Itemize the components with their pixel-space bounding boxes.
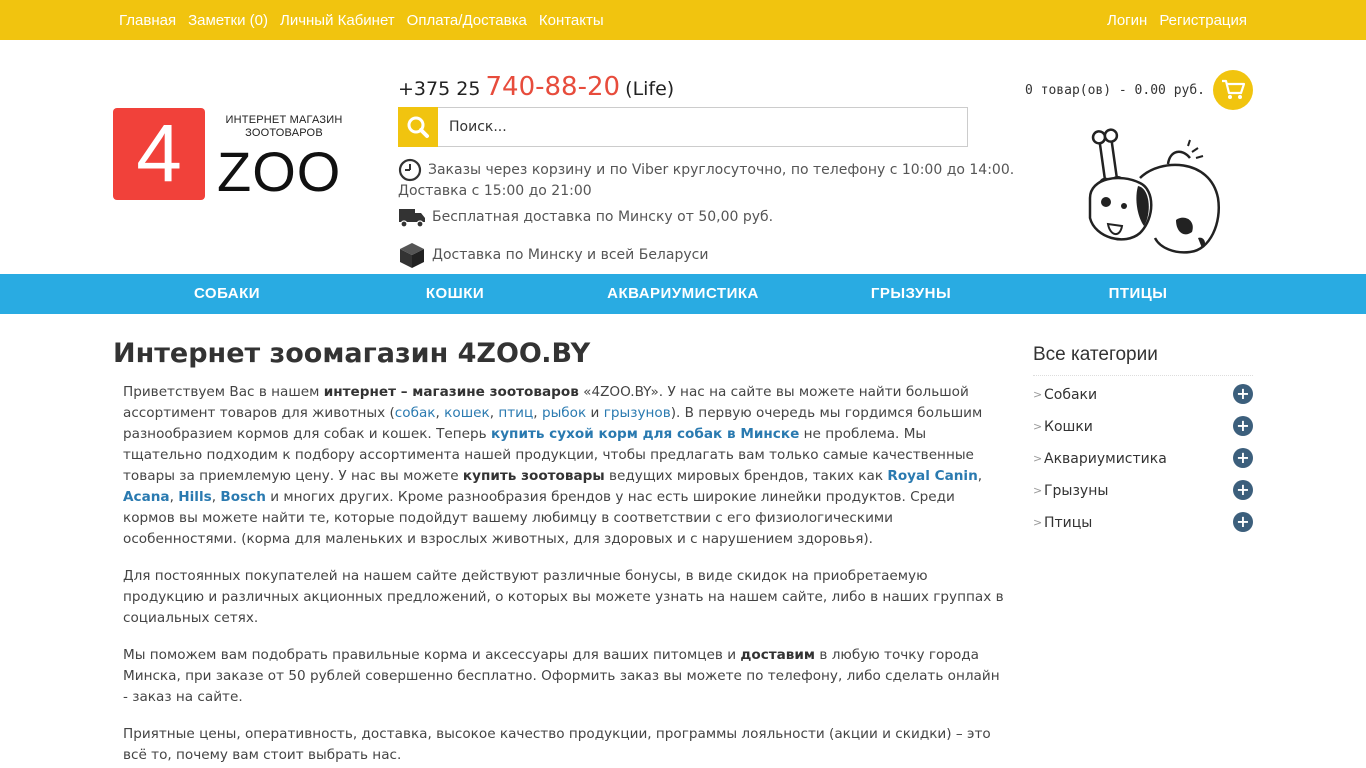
phone-operator: (Life): [625, 78, 675, 100]
cart[interactable]: [1025, 70, 1253, 110]
sidebar-item-label[interactable]: Птицы: [1044, 515, 1093, 531]
box-icon: [398, 241, 426, 269]
bold-text: доставим: [740, 647, 816, 663]
category-cats-link[interactable]: КОШКИ: [425, 285, 485, 302]
main-content: [123, 382, 1008, 768]
link-text: Acana: [123, 489, 170, 505]
text: не проблема. Мы тщательно подходим к подбору ассортимента нашей продукции, чтобы предлагать вам только самые качественные товары за приемлемую цену. У нас вы можете: [123, 426, 974, 484]
sidebar-item-label[interactable]: Кошки: [1044, 419, 1093, 435]
top-bar: [0, 0, 1366, 40]
chevron-right-icon: >: [1033, 420, 1043, 433]
delivery-paragraph: [123, 645, 1008, 708]
sidebar-item-label[interactable]: Собаки: [1044, 387, 1098, 403]
sidebar-item-aquarium[interactable]: [1033, 444, 1253, 476]
text: и многих других. Кроме разнообразия брендов у нас есть широкие линейки продуктов. Среди кормов вы можете найти те, которые подойдут вашему любимцу в соответствии с его физиологическими особенностями. (корма для маленьких и взрослых животных, для здоровых и с нарушением здоровья).: [123, 489, 955, 547]
sidebar-item-rodents[interactable]: [1033, 476, 1253, 508]
bold-text: интернет – магазине зоотоваров: [323, 384, 579, 400]
truck-icon: [398, 205, 426, 229]
bold-text: купить зоотовары: [462, 468, 605, 484]
free-delivery-text: Бесплатная доставка по Минску от 50,00 руб.: [432, 209, 774, 225]
bosch-link[interactable]: [220, 489, 266, 505]
site-logo[interactable]: [113, 108, 345, 203]
sidebar-item-label[interactable]: Аквариумистика: [1044, 451, 1167, 467]
expand-plus-icon[interactable]: +: [1233, 512, 1253, 532]
category-aquarium-link[interactable]: АКВАРИУМИСТИКА: [607, 285, 759, 302]
link-text: купить сухой корм для собак в Минске: [490, 426, 800, 442]
category-bar: [0, 274, 1366, 314]
link-text: Hills: [178, 489, 212, 505]
sidebar-item-label[interactable]: Грызуны: [1044, 483, 1109, 499]
logo-name: ZOO: [217, 140, 342, 203]
rodents-link[interactable]: грызунов: [603, 405, 671, 421]
dogs-link[interactable]: собак: [394, 405, 436, 421]
page-title: Интернет зоомагазин 4ZOO.BY: [113, 338, 591, 369]
benefits-paragraph: Приятные цены, оперативность, доставка, высокое качество продукции, программы лояльности (акции и скидки) – это всё то, почему вам стоит выбрать нас.: [123, 726, 991, 763]
dog-illustration: [1080, 128, 1225, 258]
expand-plus-icon[interactable]: +: [1233, 480, 1253, 500]
cart-button[interactable]: [1213, 70, 1253, 110]
register-link[interactable]: Регистрация: [1159, 11, 1247, 29]
phone-main: 740-88-20: [485, 72, 621, 102]
nav-account-link[interactable]: Личный Кабинет: [279, 11, 395, 29]
nav-home-link[interactable]: Главная: [119, 11, 177, 29]
royal-canin-link[interactable]: [887, 468, 977, 484]
birds-link[interactable]: птиц: [498, 405, 534, 421]
search-box: [398, 107, 968, 147]
hills-link[interactable]: [178, 489, 211, 505]
expand-plus-icon[interactable]: +: [1233, 448, 1253, 468]
text: «4ZOO.BY». У нас на сайте вы можете найти большой ассортимент товаров для животных (: [123, 384, 969, 421]
text: и: [590, 405, 600, 421]
phone-prefix: +375 25: [398, 78, 481, 100]
nav-contacts-link[interactable]: Контакты: [538, 11, 604, 29]
category-dogs-link[interactable]: СОБАКИ: [193, 285, 261, 302]
delivery-info: [398, 241, 708, 269]
chevron-right-icon: >: [1033, 516, 1043, 529]
text: ведущих мировых брендов, таких как: [604, 468, 888, 484]
logo-digit: 4: [113, 108, 205, 200]
buy-dry-food-link[interactable]: [491, 426, 799, 442]
delivery-text: Доставка по Минску и всей Беларуси: [432, 247, 709, 263]
delivery-hours: [398, 183, 592, 199]
sidebar-item-cats[interactable]: [1033, 412, 1253, 444]
logo-subtitle: ИНТЕРНЕТ МАГАЗИН ЗООТОВАРОВ: [225, 114, 343, 139]
sidebar-title: Все категории: [1033, 344, 1158, 365]
category-rodents-link[interactable]: ГРЫЗУНЫ: [870, 285, 952, 302]
free-delivery-info: [398, 205, 773, 229]
expand-plus-icon[interactable]: +: [1233, 384, 1253, 404]
nav-notes-link[interactable]: Заметки (0): [188, 11, 268, 29]
text: в любую точку города Минска, при заказе от 50 рублей совершенно бесплатно. Оформить заказ вы можете по телефону, либо сделать онлайн - заказ на сайте.: [123, 647, 1000, 705]
nav-payment-link[interactable]: Оплата/Доставка: [406, 11, 527, 29]
cart-summary[interactable]: 0 товар(ов) - 0.00 руб.: [1024, 82, 1205, 98]
acana-link[interactable]: [123, 489, 170, 505]
sidebar-item-birds[interactable]: [1033, 508, 1253, 540]
login-link[interactable]: Логин: [1106, 11, 1148, 29]
chevron-right-icon: >: [1033, 388, 1043, 401]
text: Приветствуем Вас в нашем: [123, 384, 324, 400]
cart-icon: [1221, 79, 1245, 101]
chevron-right-icon: >: [1033, 484, 1043, 497]
sidebar-category-list: [1033, 380, 1253, 540]
bonus-paragraph: Для постоянных покупателей на нашем сайте действуют различные бонусы, в виде скидок на приобретаемую продукцию и различных акционных предложений, о которых вы можете узнать на нашем сайте, либо в наших группах в социальных сетях.: [123, 568, 1004, 626]
search-button[interactable]: [398, 107, 438, 147]
text: Мы поможем вам подобрать правильные корма и аксессуары для ваших питомцев и: [123, 647, 741, 663]
text: ). В первую очередь мы гордимся большим разнообразием кормов для собак и кошек. Теперь: [123, 405, 983, 442]
chevron-right-icon: >: [1033, 452, 1043, 465]
fish-link[interactable]: рыбок: [541, 405, 587, 421]
phone-number: [398, 72, 674, 102]
search-icon: [398, 107, 438, 147]
clock-icon: [398, 158, 422, 182]
category-birds-link[interactable]: ПТИЦЫ: [1108, 285, 1168, 302]
search-input[interactable]: [441, 108, 961, 146]
cats-link[interactable]: кошек: [444, 405, 490, 421]
link-text: Royal Canin: [887, 468, 978, 484]
hours-line-2: Доставка с 15:00 до 21:00: [398, 183, 592, 199]
intro-paragraph: Приветствуем Вас в нашем интернет – магазине зоотоваров «4ZOO.BY». У нас на сайте вы можете найти большой ассортимент товаров для животных (собак, кошек, птиц, рыбок и грызунов). В первую очередь мы гордимся большим разнообразием кормов для собак и кошек. Теперь купить сухой корм для собак в Минске не проблема. Мы тщательно подходим к подбору ассортимента нашей продукции, чтобы предлагать вам только самые качественные товары за приемлемую цену. У нас вы можете купить зоотовары ведущих мировых брендов, таких как Royal Canin, Acana, Hills, Bosch и многих других. Кроме разнообразия брендов у нас есть широкие линейки продуктов. Среди кормов вы можете найти те, которые подойдут вашему любимцу в соответствии с его физиологическими особенностями. (корма для маленьких и взрослых животных, для здоровых и с нарушением здоровья).: [123, 384, 983, 547]
link-text: Bosch: [220, 489, 266, 505]
auth-links: [1095, 0, 1247, 40]
hours-info: [398, 158, 1014, 182]
sidebar-divider: [1033, 375, 1253, 376]
hours-line-1: Заказы через корзину и по Viber круглосуточно, по телефону с 10:00 до 14:00.: [428, 162, 1015, 178]
expand-plus-icon[interactable]: +: [1233, 416, 1253, 436]
top-nav: [119, 0, 616, 40]
sidebar-item-dogs[interactable]: [1033, 380, 1253, 412]
